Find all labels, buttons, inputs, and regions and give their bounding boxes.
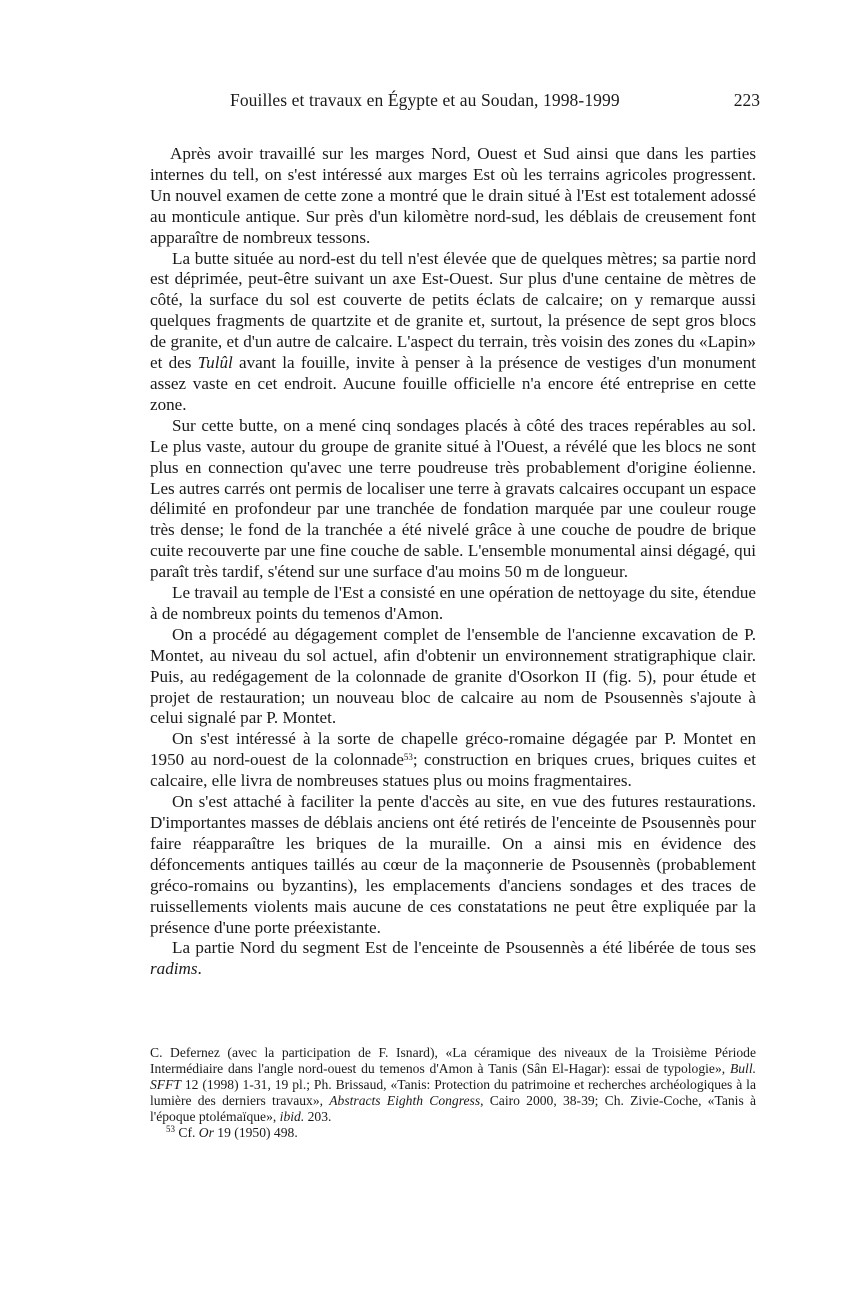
paragraph-2-text-b: avant la fouille, invite à penser à la présence de vestiges d'un monument assez vaste en cet endroit. Aucune fouille officielle n'a encore été entreprise en cette zone. [150, 353, 756, 414]
paragraph-6 [150, 729, 756, 792]
footnote-italic-2: Abstracts Eighth Congress [329, 1093, 481, 1109]
footnote-italic-3: ibid. [279, 1109, 305, 1125]
paragraph-8-text-b: . [197, 959, 202, 979]
paragraph-2 [150, 249, 756, 416]
paragraph-5: On a procédé au dégagement complet de l'ensemble de l'ancienne excavation de P. Montet, au niveau du sol actuel, afin d'obtenir un environnement stratigraphique clair. Puis, au redégagement de la colonnade de granite d'Osorkon II (fig. 5), pour étude et projet de restauration; un nouveau bloc de calcaire au nom de Psousennès s'ajoute à celui signalé par P. Montet. [150, 624, 756, 728]
paragraph-6-text-a: On s'est intéressé à la sorte de chapelle gréco-romaine dégagée par P. Montet en 1950 au nord-ouest de la colonnade [150, 729, 756, 770]
paragraph-1: Après avoir travaillé sur les marges Nord, Ouest et Sud ainsi que dans les parties internes du tell, on s'est intéressé aux marges Est où les terrains agricoles progressent. Un nouvel examen de cette zone a montré que le drain situé à l'Est est totalement adossé au monticule antique. Sur près d'un kilomètre nord-sud, les déblais de creusement font apparaître de nombreux tessons. [150, 144, 756, 247]
body-text [150, 144, 756, 980]
footnotes [150, 1045, 756, 1142]
footnote-continued [150, 1045, 756, 1125]
paragraph-2-text-a: La butte située au nord-est du tell n'est élevée que de quelques mètres; sa partie nord est déprimée, peut-être suivant un axe Est-Ouest. Sur plus d'une centaine de mètres de côté, la surface du sol est couverte de petits éclats de calcaire; on y remarque aussi quelques fragments de quartzite et de granite et, surtout, la présence de sept gros blocs de granite, et d'un autre de calcaire. L'aspect du terrain, très voisin des zones du «Lapin» et des [150, 248, 756, 373]
footnote-53 [150, 1125, 756, 1141]
footnote-53-number: 53 [166, 1124, 175, 1135]
paragraph-4: Le travail au temple de l'Est a consisté en une opération de nettoyage du site, étendue à de nombreux points du temenos d'Amon. [150, 583, 756, 623]
paragraph-6-text-b: ; construction en briques crues, briques cuites et calcaire, elle livra de nombreuses statues plus ou moins fragmentaires. [150, 750, 756, 791]
page-number: 223 [733, 90, 760, 110]
footnote-53-italic: Or [198, 1125, 214, 1141]
footnote-italic-1: Bull. SFFT [150, 1061, 756, 1093]
footnote-text-a: C. Defernez (avec la participation de F. Isnard), «La céramique des niveaux de la Troisième Période Intermédiaire dans l'angle nord-ouest du temenos d'Amon à Tanis (Sân El-Hagar): essai de typologie», [150, 1045, 756, 1077]
footnote-text-c: , Cairo 2000, 38-39; Ch. Zivie-Coche, «Tanis à l'époque ptolémaïque», [150, 1093, 756, 1125]
paragraph-8 [150, 938, 756, 980]
footnote-text-b: 12 (1998) 1-31, 19 pl.; Ph. Brissaud, «Tanis: Protection du patrimoine et recherches archéologiques à la lumière des derniers travaux», [150, 1077, 756, 1109]
running-title: Fouilles et travaux en Égypte et au Soudan, 1998-1999 [230, 90, 620, 110]
paragraph-7: On s'est attaché à faciliter la pente d'accès au site, en vue des futures restaurations. D'importantes masses de déblais anciens ont été retirés de l'enceinte de Psousennès pour faire réapparaître les briques de la muraille. On a ainsi mis en évidence des défoncements antiques taillés au cœur de la maçonnerie de Psousennès (probablement gréco-romains ou byzantins), les emplacements d'anciens sondages et des traces de ruissellements violents mais aucune de ces constatations ne peut être expliquée par la présence d'une porte préexistante. [150, 792, 756, 937]
paragraph-2-italic: Tulûl [197, 353, 233, 373]
footnote-text-d: 203. [304, 1109, 332, 1125]
paragraph-3: Sur cette butte, on a mené cinq sondages placés à côté des traces repérables au sol. Le plus vaste, autour du groupe de granite situé à l'Ouest, a révélé que les blocs ne sont plus en connection qu'avec une terre poudreuse très probablement d'origine éolienne. Les autres carrés ont permis de localiser une terre à gravats calcaires occupant un espace délimité en profondeur par une tranchée de fondation marquée par une couleur rouge très dense; le fond de la tranchée a été nivelé grâce à une couche de poudre de brique cuite recouverte par une fine couche de sable. L'ensemble monumental ainsi dégagé, qui paraît très tardif, s'étend sur une surface d'au moins 50 m de longueur. [150, 415, 756, 582]
footnote-53-text-a: Cf. [175, 1125, 199, 1141]
footnote-ref-53: 53 [403, 752, 413, 763]
paragraph-8-italic: radims [150, 959, 198, 979]
paragraph-8-text-a: La partie Nord du segment Est de l'enceinte de Psousennès a été libérée de tous ses [172, 938, 756, 958]
running-head [150, 90, 760, 116]
footnote-53-text-b: 19 (1950) 498. [213, 1125, 298, 1141]
